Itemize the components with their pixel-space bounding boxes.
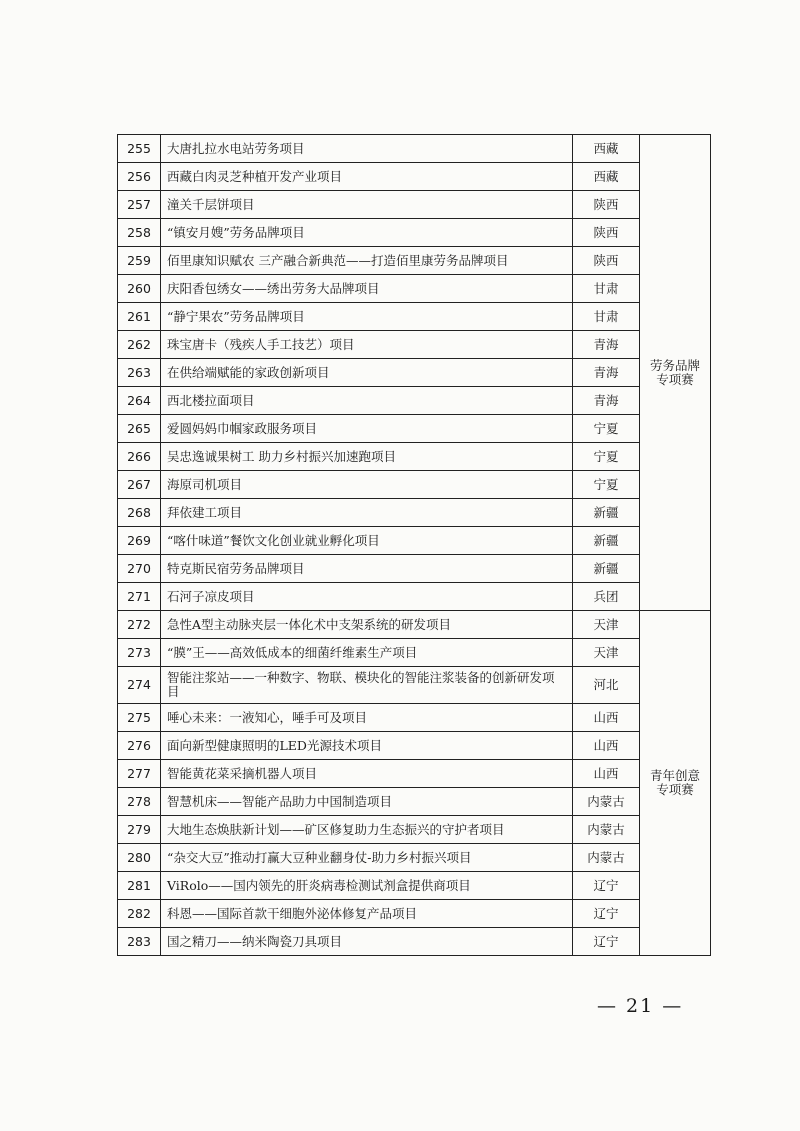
category-cell — [640, 135, 711, 611]
table-row — [118, 611, 711, 639]
region: 辽宁 — [573, 872, 640, 900]
project-name: 西北楼拉面项目 — [161, 387, 573, 415]
project-name: ViRolo——国内领先的肝炎病毒检测试剂盒提供商项目 — [161, 872, 573, 900]
region: 辽宁 — [573, 928, 640, 956]
table-row — [118, 704, 711, 732]
project-name: 佰里康知识赋农 三产融合新典范——打造佰里康劳务品牌项目 — [161, 247, 573, 275]
table-row — [118, 788, 711, 816]
table-row — [118, 443, 711, 471]
table-row — [118, 732, 711, 760]
region: 西藏 — [573, 135, 640, 163]
region: 青海 — [573, 331, 640, 359]
project-name: 西藏白肉灵芝种植开发产业项目 — [161, 163, 573, 191]
region: 天津 — [573, 611, 640, 639]
region: 青海 — [573, 359, 640, 387]
table-row — [118, 900, 711, 928]
table-row — [118, 928, 711, 956]
region: 陕西 — [573, 191, 640, 219]
row-number: 283 — [118, 928, 161, 956]
region: 西藏 — [573, 163, 640, 191]
category-cell — [640, 611, 711, 956]
project-name: “膜”王——高效低成本的细菌纤维素生产项目 — [161, 639, 573, 667]
region: 兵团 — [573, 583, 640, 611]
project-name: 智慧机床——智能产品助力中国制造项目 — [161, 788, 573, 816]
table-row — [118, 499, 711, 527]
project-name: 潼关千层饼项目 — [161, 191, 573, 219]
project-name: 科恩——国际首款干细胞外泌体修复产品项目 — [161, 900, 573, 928]
row-number: 270 — [118, 555, 161, 583]
project-list-body — [118, 135, 711, 956]
row-number: 271 — [118, 583, 161, 611]
category-label: 青年创意专项赛 — [649, 768, 700, 797]
table-row — [118, 844, 711, 872]
region: 甘肃 — [573, 275, 640, 303]
project-name: “杂交大豆”推动打赢大豆种业翻身仗-助力乡村振兴项目 — [161, 844, 573, 872]
row-number: 276 — [118, 732, 161, 760]
row-number: 255 — [118, 135, 161, 163]
table-row — [118, 527, 711, 555]
table-row — [118, 387, 711, 415]
region: 河北 — [573, 667, 640, 704]
region: 宁夏 — [573, 471, 640, 499]
row-number: 260 — [118, 275, 161, 303]
project-name: “镇安月嫂”劳务品牌项目 — [161, 219, 573, 247]
row-number: 275 — [118, 704, 161, 732]
region: 青海 — [573, 387, 640, 415]
project-name: 急性A型主动脉夹层一体化术中支架系统的研发项目 — [161, 611, 573, 639]
row-number: 261 — [118, 303, 161, 331]
table-row — [118, 415, 711, 443]
region: 陕西 — [573, 219, 640, 247]
table-row — [118, 163, 711, 191]
project-name: “静宁果农”劳务品牌项目 — [161, 303, 573, 331]
project-name: 珠宝唐卡（残疾人手工技艺）项目 — [161, 331, 573, 359]
row-number: 263 — [118, 359, 161, 387]
project-name: 大地生态焕肤新计划——矿区修复助力生态振兴的守护者项目 — [161, 816, 573, 844]
row-number: 278 — [118, 788, 161, 816]
project-name: 智能黄花菜采摘机器人项目 — [161, 760, 573, 788]
row-number: 274 — [118, 667, 161, 704]
table-row — [118, 555, 711, 583]
row-number: 273 — [118, 639, 161, 667]
row-number: 258 — [118, 219, 161, 247]
row-number: 259 — [118, 247, 161, 275]
table-row — [118, 639, 711, 667]
project-name: 特克斯民宿劳务品牌项目 — [161, 555, 573, 583]
project-name: 国之精刀——纳米陶瓷刀具项目 — [161, 928, 573, 956]
row-number: 269 — [118, 527, 161, 555]
project-name: 在供给端赋能的家政创新项目 — [161, 359, 573, 387]
table-row — [118, 331, 711, 359]
row-number: 280 — [118, 844, 161, 872]
region: 宁夏 — [573, 443, 640, 471]
region: 内蒙古 — [573, 844, 640, 872]
row-number: 267 — [118, 471, 161, 499]
row-number: 262 — [118, 331, 161, 359]
row-number: 266 — [118, 443, 161, 471]
project-name: 爱圆妈妈巾帼家政服务项目 — [161, 415, 573, 443]
region: 新疆 — [573, 555, 640, 583]
region: 甘肃 — [573, 303, 640, 331]
table-row — [118, 760, 711, 788]
row-number: 277 — [118, 760, 161, 788]
table-row — [118, 247, 711, 275]
category-label: 劳务品牌专项赛 — [649, 357, 700, 387]
project-name: “喀什味道”餐饮文化创业就业孵化项目 — [161, 527, 573, 555]
project-name: 大唐扎拉水电站劳务项目 — [161, 135, 573, 163]
table-row — [118, 872, 711, 900]
row-number: 257 — [118, 191, 161, 219]
region: 山西 — [573, 732, 640, 760]
project-name: 智能注浆站——一种数字、物联、模块化的智能注浆装备的创新研发项目 — [161, 667, 573, 704]
region: 内蒙古 — [573, 816, 640, 844]
region: 新疆 — [573, 527, 640, 555]
row-number: 279 — [118, 816, 161, 844]
region: 山西 — [573, 704, 640, 732]
region: 天津 — [573, 639, 640, 667]
project-name: 石河子凉皮项目 — [161, 583, 573, 611]
table-row — [118, 275, 711, 303]
table-row — [118, 219, 711, 247]
table-row — [118, 191, 711, 219]
project-name: 庆阳香包绣女——绣出劳务大品牌项目 — [161, 275, 573, 303]
region: 辽宁 — [573, 900, 640, 928]
row-number: 265 — [118, 415, 161, 443]
table-row — [118, 667, 711, 704]
page-number: — 21 — — [597, 995, 684, 1017]
table-row — [118, 303, 711, 331]
row-number: 256 — [118, 163, 161, 191]
project-list-table — [117, 134, 711, 956]
region: 陕西 — [573, 247, 640, 275]
row-number: 281 — [118, 872, 161, 900]
project-name: 海原司机项目 — [161, 471, 573, 499]
table-row — [118, 135, 711, 163]
table-row — [118, 816, 711, 844]
project-name: 唾心未来：一液知心，唾手可及项目 — [161, 704, 573, 732]
table-row — [118, 583, 711, 611]
region: 内蒙古 — [573, 788, 640, 816]
row-number: 268 — [118, 499, 161, 527]
region: 山西 — [573, 760, 640, 788]
project-name: 吴忠逸诚果树工 助力乡村振兴加速跑项目 — [161, 443, 573, 471]
table-row — [118, 471, 711, 499]
row-number: 282 — [118, 900, 161, 928]
project-name: 拜依建工项目 — [161, 499, 573, 527]
region: 宁夏 — [573, 415, 640, 443]
project-name: 面向新型健康照明的LED光源技术项目 — [161, 732, 573, 760]
region: 新疆 — [573, 499, 640, 527]
row-number: 264 — [118, 387, 161, 415]
row-number: 272 — [118, 611, 161, 639]
table-row — [118, 359, 711, 387]
